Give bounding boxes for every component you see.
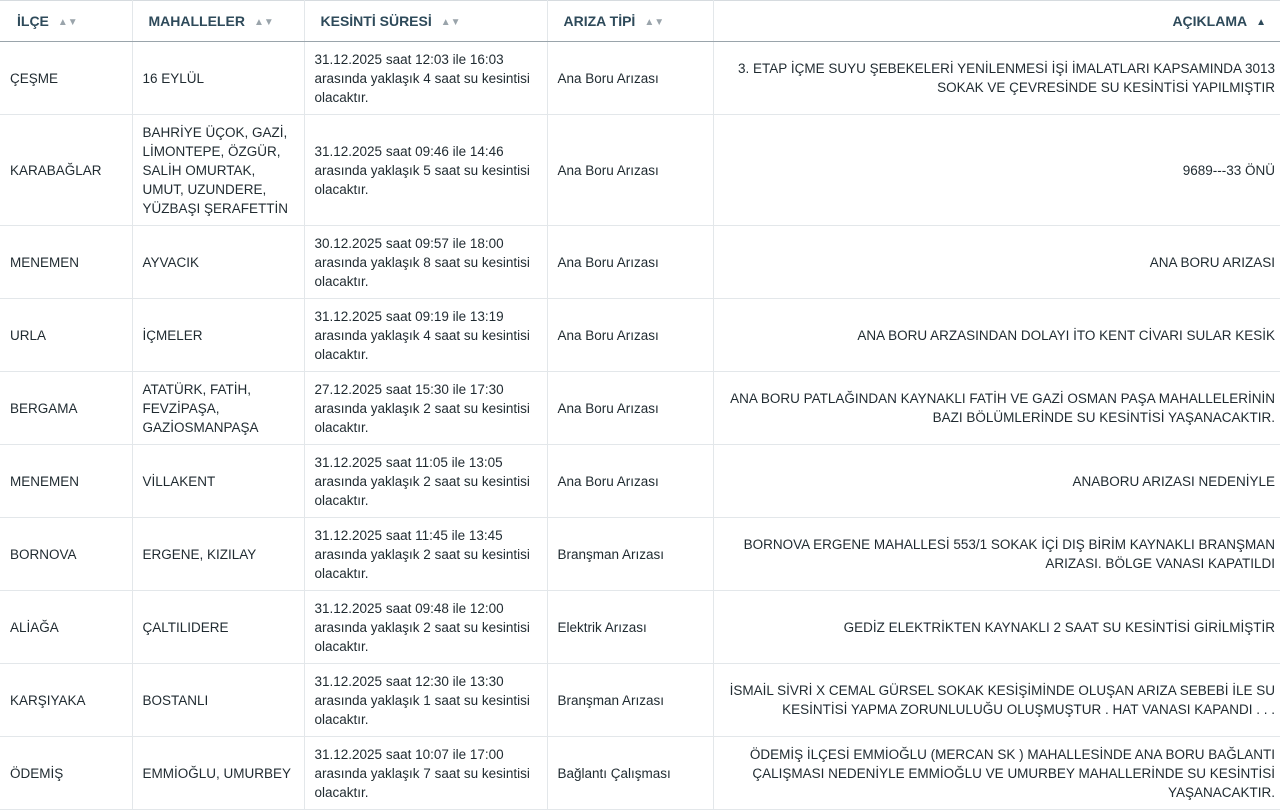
sort-up-icon: ▲ [1256,17,1266,28]
table-body [0,42,1280,810]
cell-mahalleler: ERGENE, KIZILAY [132,518,304,591]
cell-aciklama: ANABORU ARIZASI NEDENİYLE [713,445,1280,518]
cell-tip: Ana Boru Arızası [547,42,713,115]
column-label: KESİNTİ SÜRESİ [320,13,432,29]
cell-mahalleler: İÇMELER [132,299,304,372]
cell-aciklama: ÖDEMİŞ İLÇESİ EMMİOĞLU (MERCAN SK ) MAHALLESİNDE ANA BORU BAĞLANTI ÇALIŞMASI NEDENİYLE EMMİOĞLU VE UMURBEY MAHALLERİNDE SU KESİNTİSİ YAŞANACAKTIR. [713,737,1280,810]
column-header-kesinti-suresi[interactable] [304,1,547,42]
sort-icon: ▲▼ [440,17,461,28]
column-label: ARIZA TİPİ [563,13,636,29]
cell-sure: 31.12.2025 saat 11:05 ile 13:05 arasında yaklaşık 2 saat su kesintisi olacaktır. [304,445,547,518]
cell-mahalleler: BOSTANLI [132,664,304,737]
cell-mahalleler: AYVACIK [132,226,304,299]
table-row [0,299,1280,372]
cell-ilce: MENEMEN [0,226,132,299]
cell-sure: 30.12.2025 saat 09:57 ile 18:00 arasında yaklaşık 8 saat su kesintisi olacaktır. [304,226,547,299]
cell-ilce: ALİAĞA [0,591,132,664]
cell-tip: Elektrik Arızası [547,591,713,664]
cell-tip: Branşman Arızası [547,518,713,591]
sort-icon: ▲▼ [57,17,78,28]
cell-aciklama: ANA BORU ARIZASI [713,226,1280,299]
table-row [0,737,1280,810]
cell-sure: 27.12.2025 saat 15:30 ile 17:30 arasında yaklaşık 2 saat su kesintisi olacaktır. [304,372,547,445]
cell-ilce: BORNOVA [0,518,132,591]
cell-mahalleler: ÇALTILIDERE [132,591,304,664]
column-header-aciklama[interactable] [713,1,1280,42]
table-row [0,115,1280,226]
cell-sure: 31.12.2025 saat 10:07 ile 17:00 arasında yaklaşık 7 saat su kesintisi olacaktır. [304,737,547,810]
table-row [0,664,1280,737]
cell-aciklama: ANA BORU ARZASINDAN DOLAYI İTO KENT CİVARI SULAR KESİK [713,299,1280,372]
cell-sure: 31.12.2025 saat 12:30 ile 13:30 arasında yaklaşık 1 saat su kesintisi olacaktır. [304,664,547,737]
cell-aciklama: ANA BORU PATLAĞINDAN KAYNAKLI FATİH VE GAZİ OSMAN PAŞA MAHALLELERİNİN BAZI BÖLÜMLERİNDE SU KESİNTİSİ YAŞANACAKTIR. [713,372,1280,445]
column-header-ilce[interactable] [0,1,132,42]
cell-tip: Ana Boru Arızası [547,226,713,299]
cell-mahalleler: 16 EYLÜL [132,42,304,115]
cell-ilce: KARŞIYAKA [0,664,132,737]
cell-sure: 31.12.2025 saat 09:48 ile 12:00 arasında yaklaşık 2 saat su kesintisi olacaktır. [304,591,547,664]
sort-icon: ▲▼ [644,17,665,28]
cell-ilce: MENEMEN [0,445,132,518]
cell-tip: Ana Boru Arızası [547,445,713,518]
cell-aciklama: 3. ETAP İÇME SUYU ŞEBEKELERİ YENİLENMESİ İŞİ İMALATLARI KAPSAMINDA 3013 SOKAK VE ÇEVRESİNDE SU KESİNTİSİ YAPILMIŞTIR [713,42,1280,115]
cell-ilce: KARABAĞLAR [0,115,132,226]
cell-mahalleler: BAHRİYE ÜÇOK, GAZİ, LİMONTEPE, ÖZGÜR, SALİH OMURTAK, UMUT, UZUNDERE, YÜZBAŞI ŞERAFETTİN [132,115,304,226]
column-label: MAHALLELER [148,13,245,29]
cell-sure: 31.12.2025 saat 09:46 ile 14:46 arasında yaklaşık 5 saat su kesintisi olacaktır. [304,115,547,226]
cell-tip: Bağlantı Çalışması [547,737,713,810]
column-header-mahalleler[interactable] [132,1,304,42]
cell-sure: 31.12.2025 saat 12:03 ile 16:03 arasında yaklaşık 4 saat su kesintisi olacaktır. [304,42,547,115]
cell-tip: Ana Boru Arızası [547,372,713,445]
cell-aciklama: BORNOVA ERGENE MAHALLESİ 553/1 SOKAK İÇİ DIŞ BİRİM KAYNAKLI BRANŞMAN ARIZASI. BÖLGE VANASI KAPATILDI [713,518,1280,591]
cell-sure: 31.12.2025 saat 09:19 ile 13:19 arasında yaklaşık 4 saat su kesintisi olacaktır. [304,299,547,372]
table-row [0,372,1280,445]
cell-aciklama: İSMAİL SİVRİ X CEMAL GÜRSEL SOKAK KESİŞİMİNDE OLUŞAN ARIZA SEBEBİ İLE SU KESİNTİSİ YAPMA ZORUNLULUĞU OLUŞMUŞTUR . HAT VANASI KAPANDI . . . [713,664,1280,737]
cell-tip: Branşman Arızası [547,664,713,737]
cell-aciklama: GEDİZ ELEKTRİKTEN KAYNAKLI 2 SAAT SU KESİNTİSİ GİRİLMİŞTİR [713,591,1280,664]
cell-ilce: ÖDEMİŞ [0,737,132,810]
cell-sure: 31.12.2025 saat 11:45 ile 13:45 arasında yaklaşık 2 saat su kesintisi olacaktır. [304,518,547,591]
cell-mahalleler: EMMİOĞLU, UMURBEY [132,737,304,810]
cell-ilce: BERGAMA [0,372,132,445]
table-header [0,1,1280,42]
cell-tip: Ana Boru Arızası [547,299,713,372]
table-row [0,42,1280,115]
sort-icon: ▲▼ [253,17,274,28]
cell-ilce: ÇEŞME [0,42,132,115]
column-label: AÇIKLAMA [1172,13,1248,29]
column-header-ariza-tipi[interactable] [547,1,713,42]
cell-mahalleler: VİLLAKENT [132,445,304,518]
cell-aciklama: 9689---33 ÖNÜ [713,115,1280,226]
cell-ilce: URLA [0,299,132,372]
cell-mahalleler: ATATÜRK, FATİH, FEVZİPAŞA, GAZİOSMANPAŞA [132,372,304,445]
table-row [0,518,1280,591]
column-label: İLÇE [17,13,49,29]
cell-tip: Ana Boru Arızası [547,115,713,226]
table-row [0,591,1280,664]
table-row [0,226,1280,299]
table-row [0,445,1280,518]
